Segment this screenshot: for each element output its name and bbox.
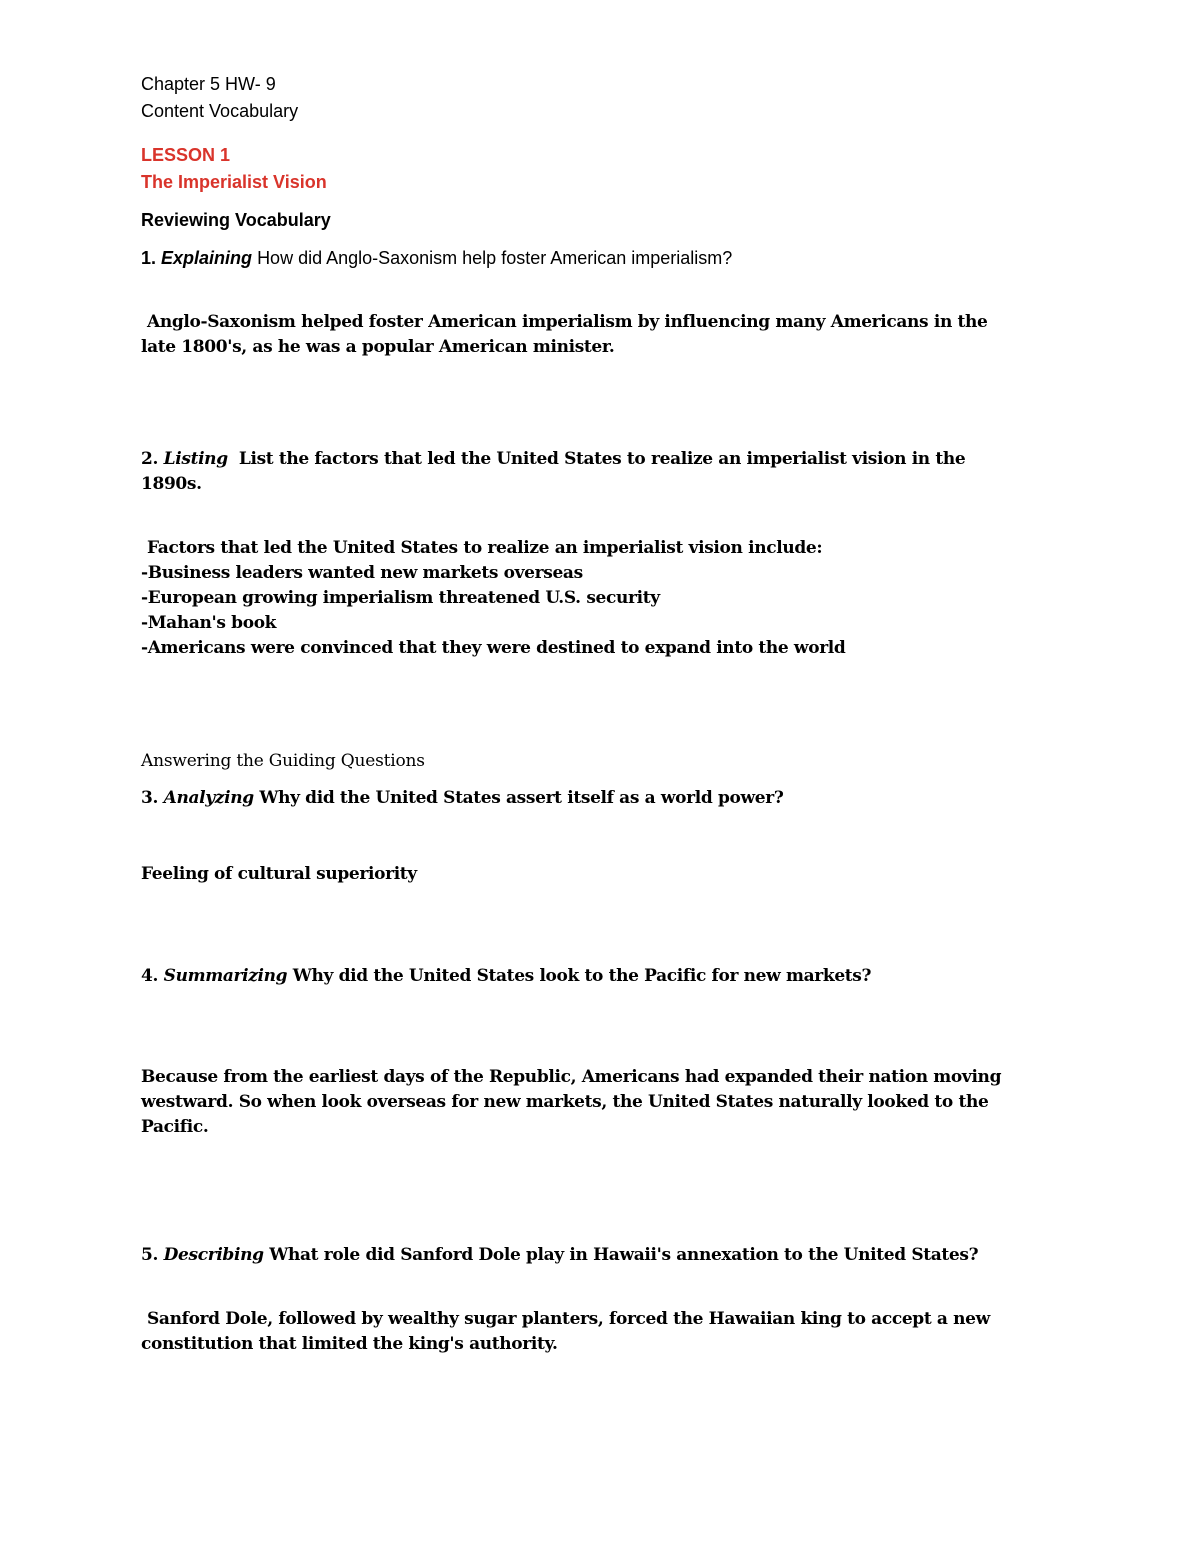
question-prompt: 1890s.: [141, 474, 202, 494]
answer-5: [141, 1307, 990, 1357]
question-2: [141, 447, 965, 497]
answer-line: -European growing imperialism threatened U.S. security: [141, 588, 660, 608]
question-skill: Explaining: [161, 248, 253, 268]
lesson-title: The Imperialist Vision: [141, 172, 327, 192]
question-5: [141, 1243, 978, 1268]
lesson-number: LESSON 1: [141, 145, 231, 165]
answer-line: Factors that led the United States to realize an imperialist vision include:: [147, 538, 823, 558]
question-prompt: What role did Sanford Dole play in Hawaii's annexation to the United States?: [269, 1245, 979, 1265]
content-vocabulary-heading: Content Vocabulary: [141, 101, 299, 121]
question-prompt: Why did the United States look to the Pacific for new markets?: [292, 966, 872, 986]
question-1: [141, 246, 732, 271]
answer-1: [141, 310, 988, 360]
answer-line: Sanford Dole, followed by wealthy sugar planters, forced the Hawaiian king to accept a new: [147, 1309, 990, 1329]
question-3: [141, 786, 783, 811]
answer-line: -Business leaders wanted new markets overseas: [141, 563, 583, 583]
answer-line: Because from the earliest days of the Republic, Americans had expanded their nation moving: [141, 1067, 1002, 1087]
question-skill: Describing: [163, 1245, 264, 1265]
question-number: 2.: [141, 449, 159, 469]
question-prompt: Why did the United States assert itself as a world power?: [259, 788, 784, 808]
answer-4: [141, 1065, 1001, 1140]
answer-2: [141, 536, 845, 661]
answer-line: -Americans were convinced that they were destined to expand into the world: [141, 638, 846, 658]
question-number: 5.: [141, 1245, 159, 1265]
question-number: 4.: [141, 966, 159, 986]
answer-line: late 1800's, as he was a popular American minister.: [141, 337, 615, 357]
answer-line: Anglo-Saxonism helped foster American imperialism by influencing many Americans in the: [147, 312, 988, 332]
answer-line: westward. So when look overseas for new markets, the United States naturally looked to the: [141, 1092, 989, 1112]
answer-line: -Mahan's book: [141, 613, 277, 633]
question-prompt: List the factors that led the United States to realize an imperialist vision in the: [238, 449, 966, 469]
chapter-heading: Chapter 5 HW- 9: [141, 74, 276, 94]
question-skill: Listing: [163, 449, 228, 469]
question-prompt: How did Anglo-Saxonism help foster American imperialism?: [257, 248, 733, 268]
answer-line: Feeling of cultural superiority: [141, 864, 417, 884]
answer-3: [141, 862, 417, 887]
question-4: [141, 964, 871, 989]
guiding-questions-heading: Answering the Guiding Questions: [141, 751, 425, 771]
question-number: 1.: [141, 248, 157, 268]
reviewing-vocabulary-heading: Reviewing Vocabulary: [141, 210, 331, 230]
question-skill: Summarizing: [163, 966, 288, 986]
question-skill: Analyzing: [163, 788, 254, 808]
answer-line: Pacific.: [141, 1117, 209, 1137]
answer-line: constitution that limited the king's authority.: [141, 1334, 558, 1354]
question-number: 3.: [141, 788, 159, 808]
